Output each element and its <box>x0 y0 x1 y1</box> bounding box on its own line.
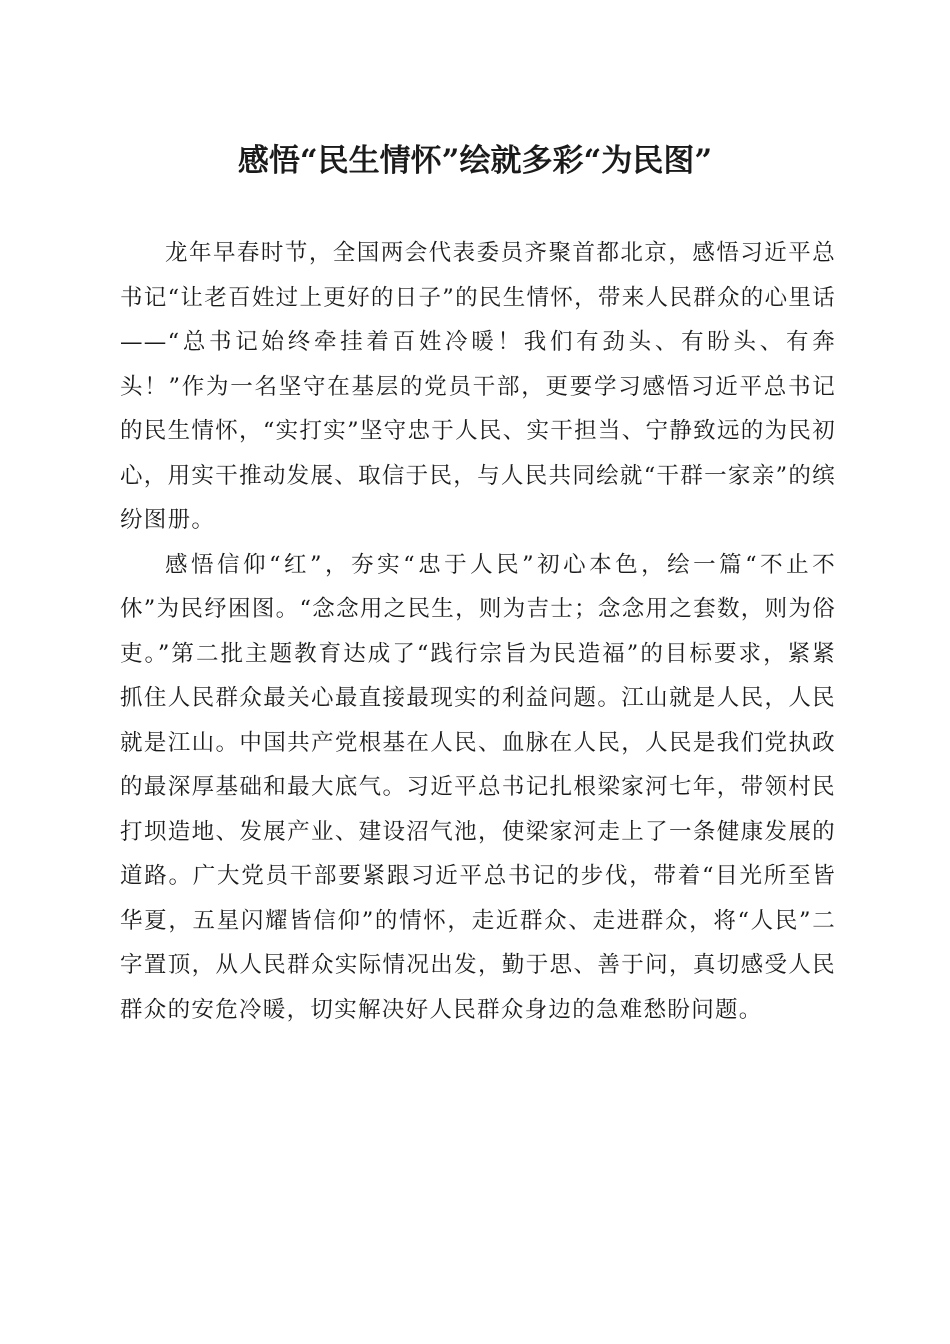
paragraph-1: 龙年早春时节，全国两会代表委员齐聚首都北京，感悟习近平总书记“让老百姓过上更好的日子”的民生情怀，带来人民群众的心里话——“总书记始终牵挂着百姓冷暖！我们有劲头、有盼头、有奔头！”作为一名坚守在基层的党员干部，更要学习感悟习近平总书记的民生情怀，“实打实”坚守忠于人民、实干担当、宁静致远的为民初心，用实干推动发展、取信于民，与人民共同绘就“干群一家亲”的缤纷图册。 <box>120 240 836 533</box>
document-body <box>120 231 836 1032</box>
document-title: 感悟“民生情怀”绘就多彩“为民图” <box>237 143 713 179</box>
paragraph-2: 感悟信仰“红”，夯实“忠于人民”初心本色，绘一篇“不止不休”为民纾困图。“念念用之民生，则为吉士；念念用之套数，则为俗吏。”第二批主题教育达成了“践行宗旨为民造福”的目标要求，紧紧抓住人民群众最关心最直接最现实的利益问题。江山就是人民，人民就是江山。中国共产党根基在人民、血脉在人民，人民是我们党执政的最深厚基础和最大底气。习近平总书记扎根梁家河七年，带领村民打坝造地、发展产业、建设沼气池，使梁家河走上了一条健康发展的道路。广大党员干部要紧跟习近平总书记的步伐，带着“目光所至皆华夏，五星闪耀皆信仰”的情怀，走近群众、走进群众，将“人民”二字置顶，从人民群众实际情况出发，勤于思、善于问，真切感受人民群众的安危冷暖，切实解决好人民群众身边的急难愁盼问题。 <box>120 551 836 1023</box>
